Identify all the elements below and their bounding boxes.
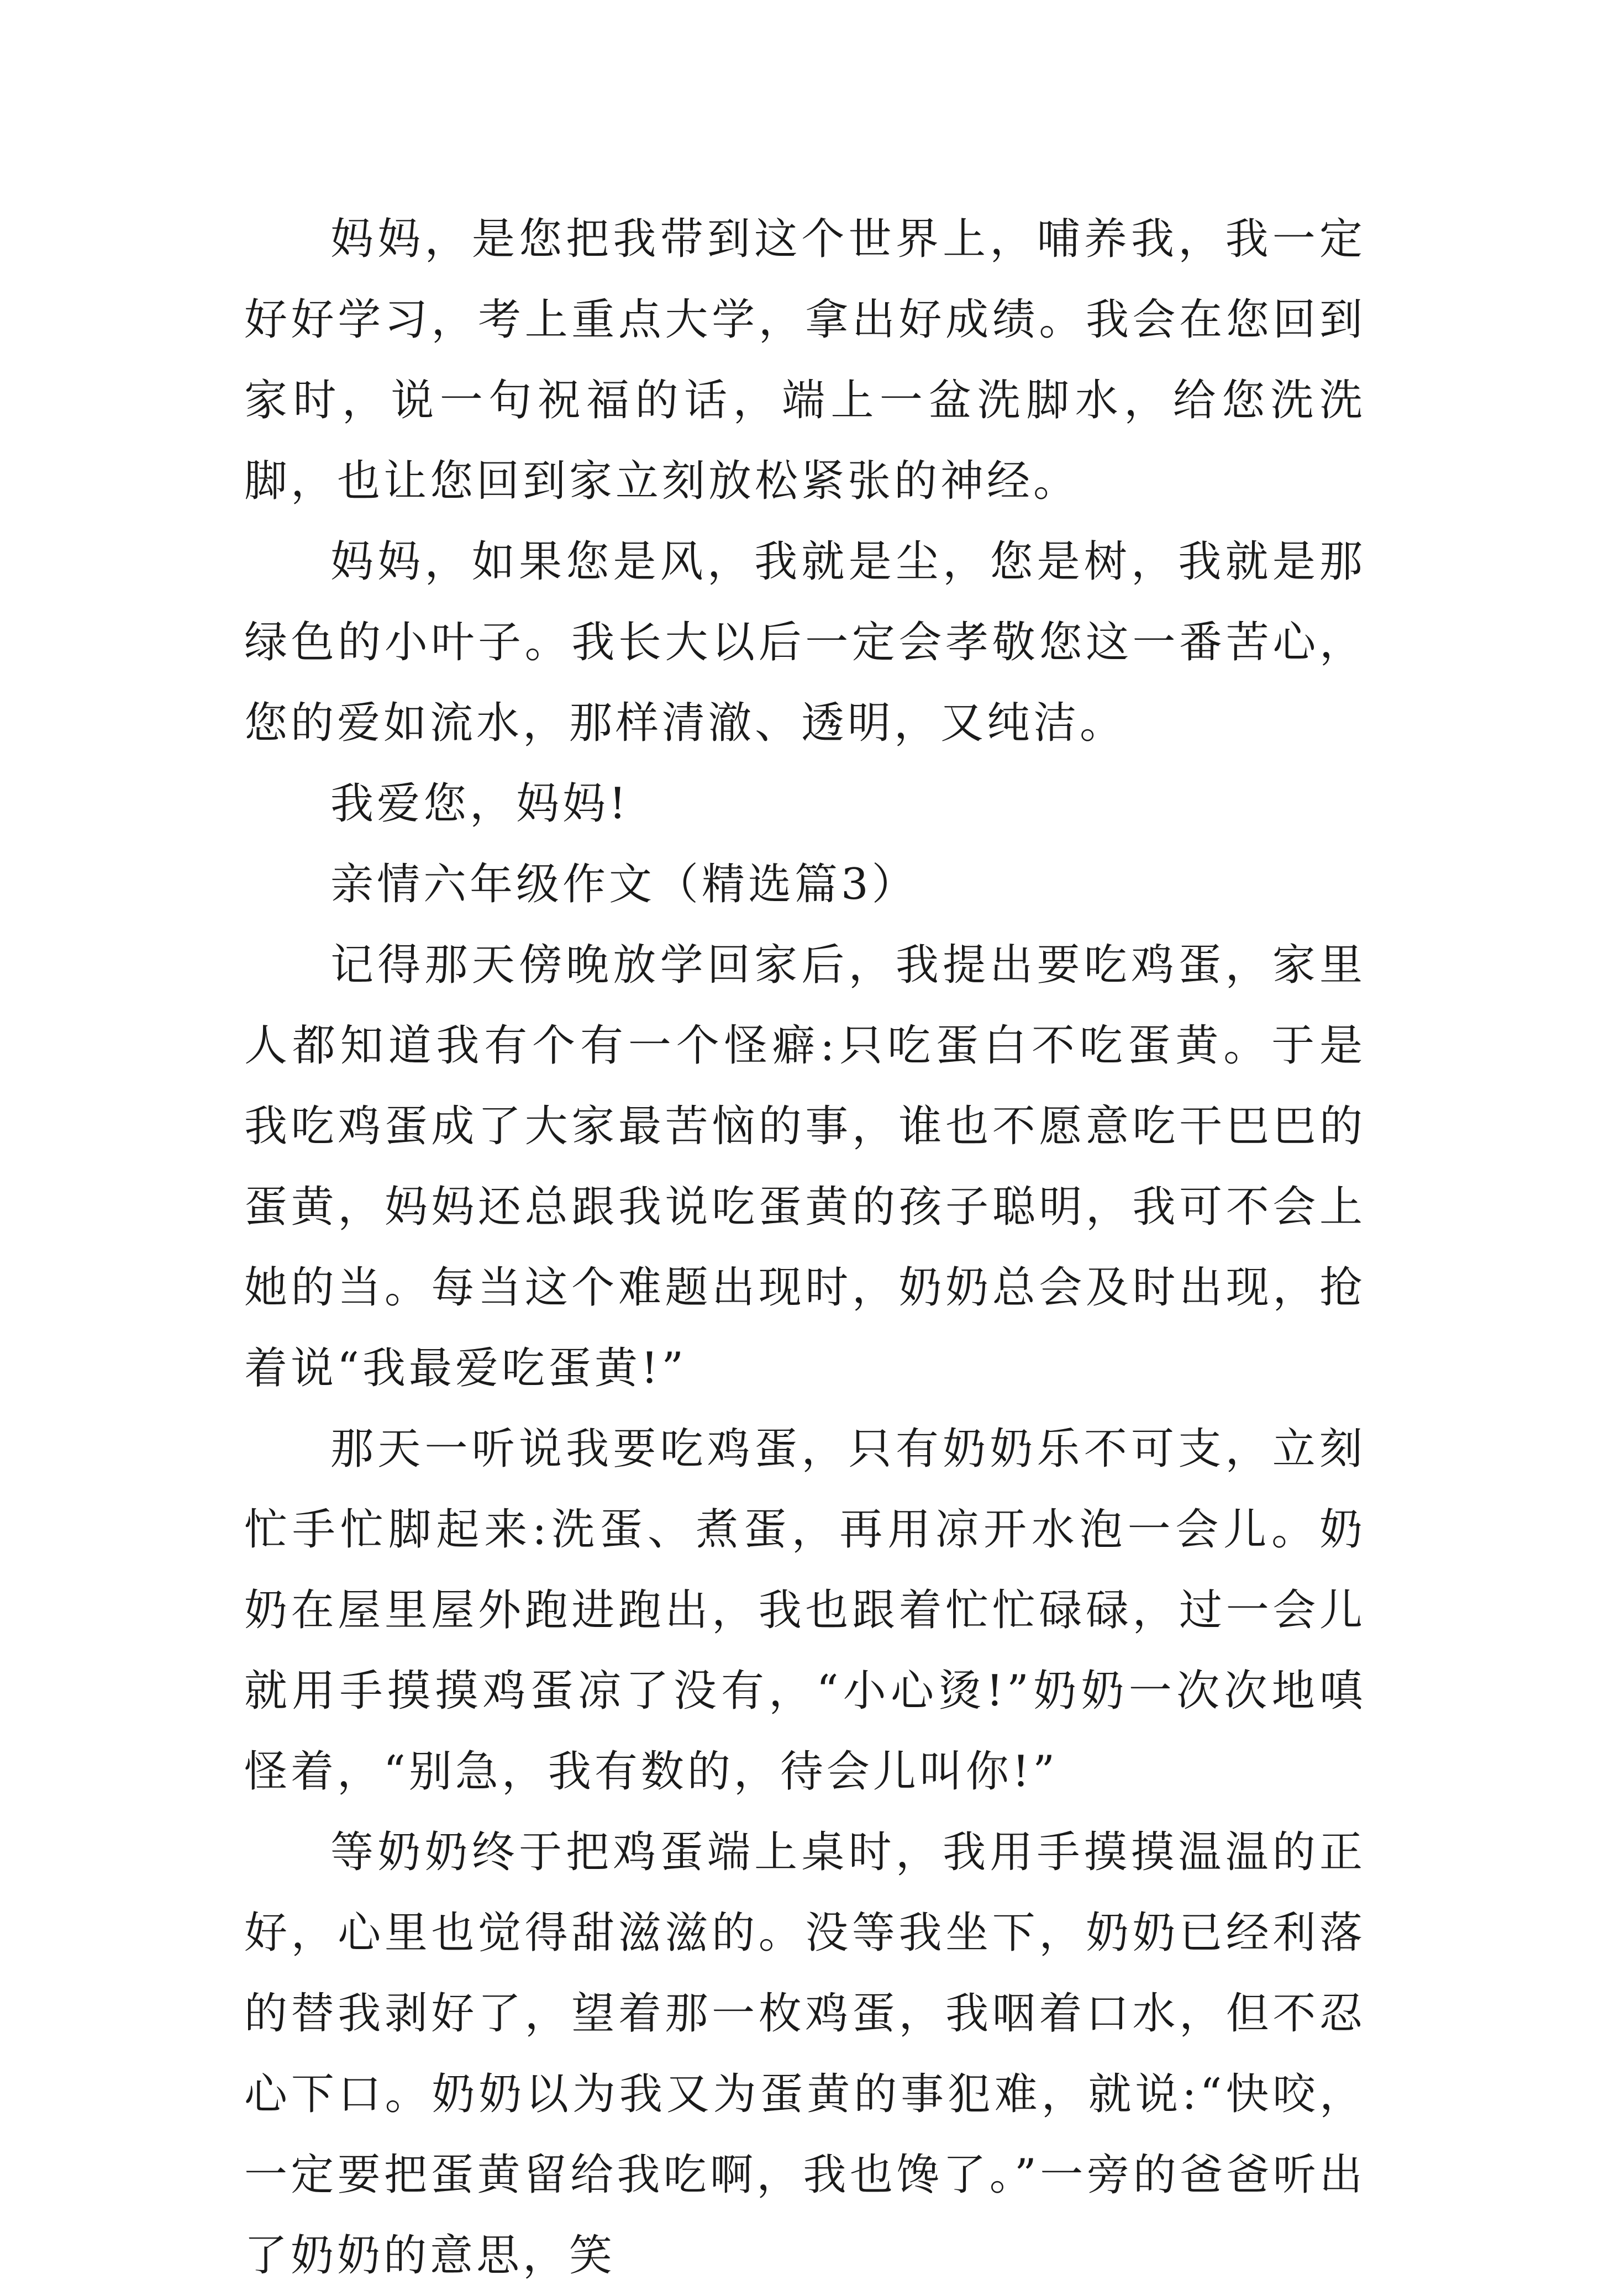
paragraph-4: 记得那天傍晚放学回家后，我提出要吃鸡蛋，家里人都知道我有个有一个怪癖:只吃蛋白不吃蛋黄。于是我吃鸡蛋成了大家最苦恼的事，谁也不愿意吃干巴巴的蛋黄，妈妈还总跟我说吃蛋黄的孩子聪明，我可不会上她的当。每当这个难题出现时，奶奶总会及时出现，抢着说“我最爱吃蛋黄!” [244,940,1366,1393]
paragraph-5: 那天一听说我要吃鸡蛋，只有奶奶乐不可支，立刻忙手忙脚起来:洗蛋、煮蛋，再用凉开水泡一会儿。奶奶在屋里屋外跑进跑出，我也跟着忙忙碌碌，过一会儿就用手摸摸鸡蛋凉了没有，“小心烫!”奶奶一次次地嗔怪着，“别急，我有数的，待会儿叫你!” [244,1424,1366,1797]
paragraph-1: 妈妈，是您把我带到这个世界上，哺养我，我一定好好学习，考上重点大学，拿出好成绩。我会在您回到家时，说一句祝福的话，端上一盆洗脚水，给您洗洗脚，也让您回到家立刻放松紧张的神经。 [244,214,1366,506]
section-heading: 亲情六年级作文（精选篇3） [330,860,918,909]
paragraph-3: 我爱您，妈妈! [330,779,630,829]
document-body [244,199,1366,2296]
paragraph-2: 妈妈，如果您是风，我就是尘，您是树，我就是那绿色的小叶子。我长大以后一定会孝敬您这一番苦心，您的爱如流水，那样清澈、透明，又纯洁。 [244,537,1366,748]
paragraph-6: 等奶奶终于把鸡蛋端上桌时，我用手摸摸温温的正好，心里也觉得甜滋滋的。没等我坐下，奶奶已经利落的替我剥好了，望着那一枚鸡蛋，我咽着口水，但不忍心下口。奶奶以为我又为蛋黄的事犯难，就说:“快咬，一定要把蛋黄留给我吃啊，我也馋了。”一旁的爸爸听出了奶奶的意思，笑 [244,1828,1366,2281]
